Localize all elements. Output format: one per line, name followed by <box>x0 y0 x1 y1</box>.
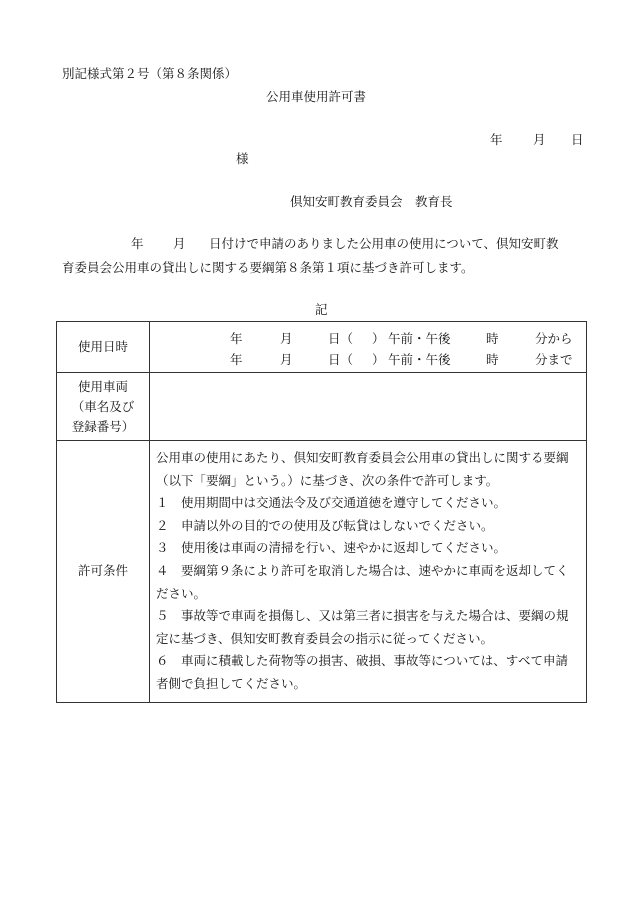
conditions-cell <box>150 441 587 703</box>
from-month: 月 <box>280 331 293 346</box>
conditions-intro: 公用車の使用にあたり、倶知安町教育委員会公用車の貸出しに関する要綱（以下「要綱」という。）に基づき、次の条件で許可します。 <box>156 450 569 488</box>
vehicle-value <box>150 373 587 441</box>
condition-item: ３ 使用後は車両の清掃を行い、速やかに返却してください。 <box>156 540 507 556</box>
addressee-suffix: 様 <box>236 151 249 166</box>
datetime-to <box>150 349 586 370</box>
conditions-row <box>57 441 587 703</box>
vehicle-label-line-1: 使用車両 <box>77 378 128 394</box>
usage-datetime-cell <box>150 322 587 373</box>
to-minute: 分まで <box>535 352 573 367</box>
datetime-from <box>150 328 586 349</box>
vehicle-label-line-3: 登録番号） <box>71 418 135 434</box>
date-day-label: 日 <box>571 132 584 147</box>
date-month-label: 月 <box>533 132 546 147</box>
condition-item: ５ 事故等で車両を損傷し、又は第三者に損害を与えた場合は、要綱の規定に基づき、倶知安町教育委員会の指示に従ってください。 <box>156 608 569 646</box>
form-number: 別記様式第２号（第８条関係） <box>62 66 238 81</box>
from-minute: 分から <box>535 331 573 346</box>
conditions-list <box>150 441 586 702</box>
from-ampm: 午前・午後 <box>388 331 451 346</box>
vehicle-label <box>57 373 150 441</box>
to-day: 日（ <box>328 352 354 367</box>
to-year: 年 <box>230 352 243 367</box>
condition-item: ２ 申請以外の目的での使用及び転貸はしないでください。 <box>156 517 494 533</box>
vehicle-row <box>57 373 587 441</box>
vehicle-label-line-2: （車名及び <box>71 398 135 414</box>
to-month: 月 <box>280 352 293 367</box>
body-text-first: 日付けで申請のありました公用車の使用について、倶知安町教 <box>209 236 559 251</box>
permit-table <box>56 321 587 703</box>
usage-datetime-label: 使用日時 <box>57 322 150 373</box>
to-hour: 時 <box>486 352 499 367</box>
issuer: 倶知安町教育委員会 教育長 <box>290 194 453 209</box>
body-month-label: 月 <box>173 236 186 251</box>
from-day: 日（ <box>328 331 354 346</box>
from-year: 年 <box>230 331 243 346</box>
ki-heading: 記 <box>315 302 328 317</box>
body-year-label: 年 <box>131 236 144 251</box>
conditions-label: 許可条件 <box>57 441 150 703</box>
condition-item: １ 使用期間中は交通法令及び交通道徳を遵守してください。 <box>156 495 507 511</box>
to-ampm: 午前・午後 <box>388 352 451 367</box>
body-text-second: 育委員会公用車の貸出しに関する要綱第８条第１項に基づき許可します。 <box>62 260 474 275</box>
condition-item: ４ 要綱第９条により許可を取消した場合は、速やかに車両を返却してください。 <box>156 562 569 601</box>
from-hour: 時 <box>486 331 499 346</box>
document-title: 公用車使用許可書 <box>266 89 367 104</box>
date-year-label: 年 <box>490 132 503 147</box>
from-close-paren: ） <box>372 331 385 346</box>
to-close-paren: ） <box>372 352 385 367</box>
usage-datetime-row <box>57 322 587 373</box>
condition-item: ６ 車両に積載した荷物等の損害、破損、事故等については、すべて申請者側で負担してください。 <box>156 653 569 691</box>
